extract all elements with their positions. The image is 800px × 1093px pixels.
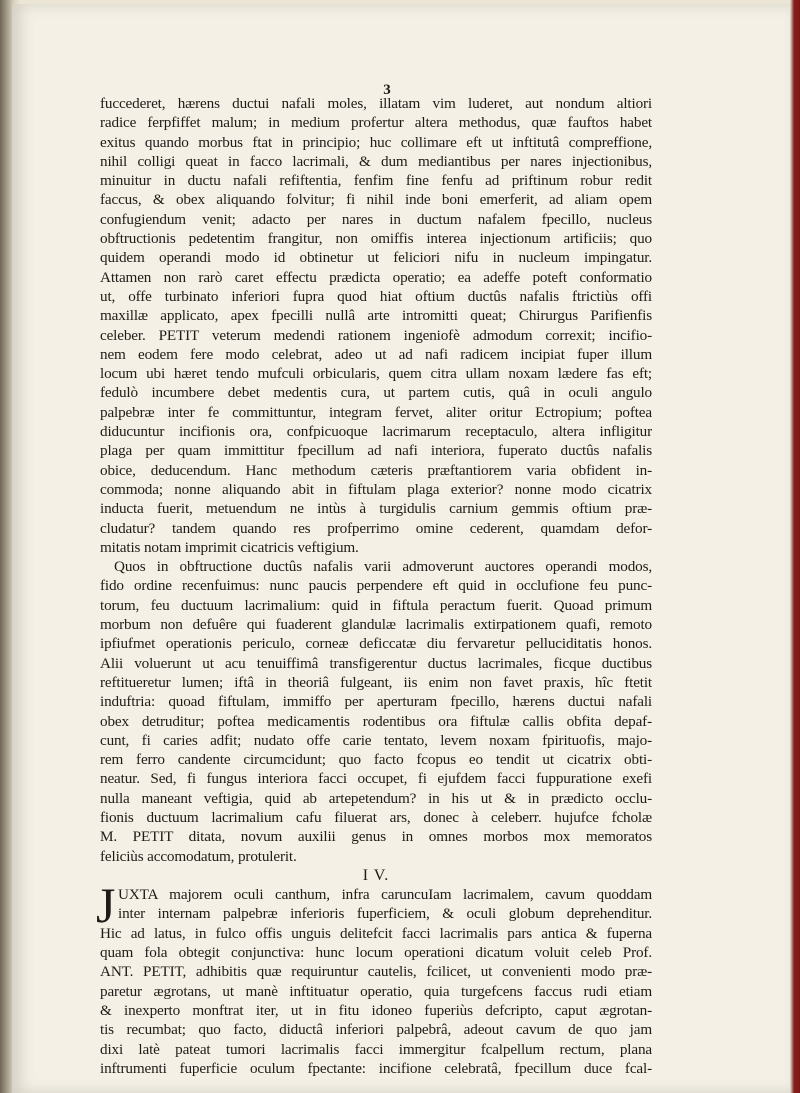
- text-line: quam fola obtegit conjunctiva: hunc locum operationi dicatum voluit celeb Prof.: [100, 944, 652, 962]
- text-line: faccus, & obex aliquando folvitur; fi nihil inde boni emerferit, ad aliam opem: [100, 191, 652, 209]
- text-line: fionis ductuum lacrimalium cafu filuerat ars, donec à celeberr. hujufce fcholæ: [100, 808, 652, 826]
- text-line: palpebræ inter fe committuntur, integram fervet, aliter oritur Ectropium; poftea: [100, 403, 652, 421]
- text-line: feliciùs accomodatum, protulerit.: [100, 847, 297, 865]
- drop-cap: J: [96, 877, 116, 934]
- text-line: nulla maneant veftigia, quid ab artepetendum? in his ut & in prædicto occlu-: [100, 789, 652, 807]
- text-line: tis recumbat; quo facto, diductâ inferiori palpebrâ, adeout cavum de quo jam: [100, 1021, 652, 1039]
- text-line: fido ordine recenfuimus: nunc paucis perpendere eft quid in occlufione feu punc-: [100, 577, 652, 595]
- text-line: & inexperto monftrat iter, ut in fitu idoneo fuperiùs defcripto, caput ægrotan-: [100, 1001, 652, 1019]
- text-line: induftria: quoad fiftulam, immiffo per aperturam fpecillo, hærens ductui nafali: [100, 693, 652, 711]
- text-line: diducuntur incifionis ora, confpicuoque lacrimarum receptaculo, altera infligitur: [100, 423, 652, 441]
- text-line: maxillæ applicato, apex fpecilli nullâ arte intromitti queat; Chirurgus Parifienfis: [100, 307, 652, 325]
- text-line: quidem operandi modo id obtinetur ut feliciori nifu in nucleum impingatur.: [100, 249, 652, 267]
- text-line: inftrumenti fuperficie oculum fpectante: incifione celebratâ, fpecillum duce fcal-: [100, 1059, 652, 1077]
- page-number: 3: [383, 82, 391, 98]
- text-line: radice ferpfiffet malum; in medium profertur altera methodus, quæ fauftos habet: [100, 114, 652, 132]
- text-line: nihil colligi queat in facco lacrimali, & dum mediantibus per nares injectionibus,: [100, 152, 652, 170]
- text-line: confugiendum venit; adacto per nares in ductum nafalem fpecillo, nucleus: [100, 210, 652, 228]
- text-line: inducta fuerit, metuendum ne intùs à turgidulis carnium gemmis oftium præ-: [100, 500, 652, 518]
- text-line: fedulò incumbere debet medentis cura, ut partem cutis, quâ in oculi angulo: [100, 384, 652, 402]
- text-line: inter internam palpebræ inferioris fuperficiem, & oculi globum deprehenditur.: [118, 905, 652, 923]
- text-line: minuitur in ductu nafali refiftentia, fenfim fine fenfu ad priftinum robur redit: [100, 172, 652, 190]
- text-line: commoda; nonne aliquando abit in fiftulam plaga exterior? nonne modo cicatrix: [100, 480, 652, 498]
- body-text: [96, 94, 652, 1078]
- text-line: torum, feu ductuum lacrimalium: quid in fiftula peractum fuerit. Quoad primum: [100, 596, 652, 614]
- text-line: celeber. PETIT veterum medendi rationem ingeniofè admodum correxit; incifio-: [100, 326, 652, 344]
- text-line: Quos in obftructione ductûs nafalis varii admoverunt auctores operandi modos,: [114, 558, 652, 576]
- text-line: UXTA majorem oculi canthum, infra caruncuIam lacrimalem, cavum quoddam: [118, 886, 652, 904]
- text-line: reftitueretur lumen; iftâ in theoriâ fulgeant, iis enim non favet praxis, hîc ftetit: [100, 673, 652, 691]
- text-line: Hic ad latus, in fulco offis unguis delitefcit facci lacrimalis pars antica & fuperna: [100, 924, 652, 942]
- text-line: M. PETIT ditata, novum auxilii genus in omnes morbos mox memoratos: [100, 828, 652, 846]
- text-line: Alii voluerunt ut acu tenuiffimâ transfigerentur ductus lacrimales, ficque ductibus: [100, 654, 652, 672]
- text-line: plaga per quam immittitur fpecillum ad nafi interiora, fuperato ductûs nafalis: [100, 442, 652, 460]
- text-line: fuccederet, hærens ductui nafali moles, illatam vim luderet, aut nondum altiori: [100, 95, 652, 112]
- text-line: rem ferro candente circumcidunt; quo facto fcopus eo tendit ut cicatrix obti-: [100, 751, 652, 769]
- text-line: obex detruditur; poftea medicamentis rodentibus ora fiftulæ callis obfita depaf-: [100, 712, 652, 730]
- text-line: dixi latè pateat tumori lacrimalis facci immergitur fcalpellum rectum, plana: [100, 1040, 652, 1058]
- text-line: obice, deducendum. Hanc methodum cæteris præftantiorem varia obfident in-: [100, 461, 652, 479]
- text-line: Attamen non rarò caret effectu prædicta operatio; ea adeffe poteft conformatio: [100, 268, 652, 286]
- text-line: morbum non defuêre qui fuaderent glandulæ lacrimalis extirpationem quafi, remoto: [100, 616, 652, 634]
- text-line: locum ubi hæret tendo mufculi orbicularis, quem citra ullam noxam lædere fas eft;: [100, 365, 652, 383]
- book-edge: [790, 0, 800, 1093]
- text-line: cunt, fi caries adfit; nudato offe carie tentato, levem noxam fpirituofis, majo-: [100, 731, 652, 749]
- text-line: cludatur? tandem quando res profperrimo omine cederent, quamdam defor-: [100, 519, 652, 537]
- text-line: exitus quando morbus ftat in principio; huc collimare eft ut inftitutâ compreffione,: [100, 133, 652, 151]
- text-line: paretur ægrotans, ut manè inftituatur operatio, quia turgefcens faccus rudi etiam: [100, 982, 652, 1000]
- text-line: ut, offe turbinato inferiori fupra quod hiat oftium ductûs nafalis ftrictiùs offi: [100, 287, 652, 305]
- text-line: ipfiufmet operationis periculo, corneæ deficcatæ diu fervaretur pelluciditatis honos.: [100, 635, 652, 653]
- text-line: ANT. PETIT, adhibitis quæ requiruntur cautelis, fcilicet, ut convenienti modo præ-: [100, 963, 652, 981]
- section-paragraph: [96, 877, 652, 1078]
- text-line: nem eodem fere modo celebrat, adeo ut ad nafi radicem incipiat fuper illum: [100, 345, 652, 363]
- text-line: neatur. Sed, fi fungus interiora facci occupet, fi ejufdem facci fuppuratione exefi: [100, 770, 652, 788]
- text-line: obftructionis pedetentim frangitur, non omiffis interea injectionum artificiis; quo: [100, 230, 652, 248]
- section-heading: I V.: [362, 866, 390, 884]
- text-line: mitatis notam imprimit cicatricis veftigium.: [100, 538, 359, 556]
